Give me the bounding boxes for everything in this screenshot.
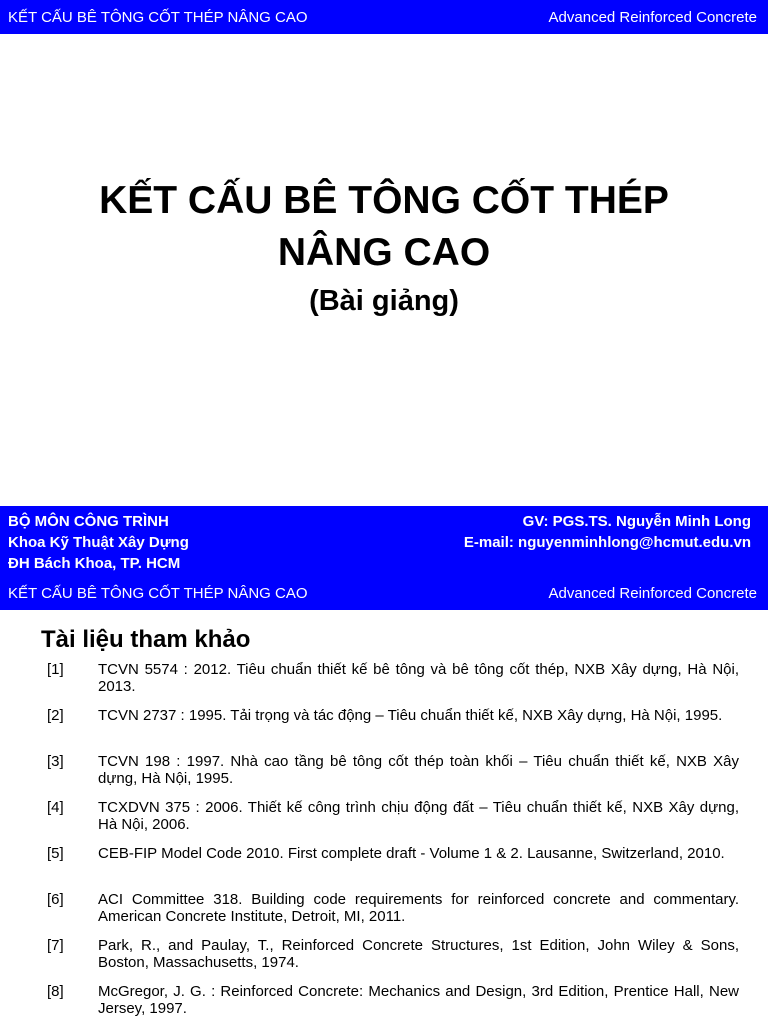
reference-number: [4] <box>47 799 64 816</box>
header2-course-title: KẾT CẤU BÊ TÔNG CỐT THÉP NÂNG CAO <box>8 584 308 602</box>
reference-text: ACI Committee 318. Building code requirements for reinforced concrete and commentary. American Concrete Institute, Detroit, MI, 2011. <box>98 891 739 925</box>
top-header-bar <box>0 0 768 34</box>
faculty-name: Khoa Kỹ Thuật Xây Dựng <box>8 534 189 551</box>
lecturer-info <box>464 511 751 553</box>
reference-text: TCXDVN 375 : 2006. Thiết kế công trình chịu động đất – Tiêu chuẩn thiết kế, NXB Xây dựng, Hà Nội, 2006. <box>98 799 739 833</box>
institution-info <box>8 511 189 574</box>
reference-item <box>0 846 768 892</box>
header2-course-title-english: Advanced Reinforced Concrete <box>548 584 757 602</box>
university-name: ĐH Bách Khoa, TP. HCM <box>8 555 181 572</box>
reference-item <box>0 892 768 938</box>
reference-number: [8] <box>47 983 64 1000</box>
page-title-line-1: KẾT CẤU BÊ TÔNG CỐT THÉP <box>99 179 669 222</box>
reference-number: [2] <box>47 707 64 724</box>
reference-number: [5] <box>47 845 64 862</box>
reference-text: TCVN 5574 : 2012. Tiêu chuẩn thiết kế bê tông và bê tông cốt thép, NXB Xây dựng, Hà Nội, 2013. <box>98 661 739 695</box>
header-course-title: KẾT CẤU BÊ TÔNG CỐT THÉP NÂNG CAO <box>8 8 308 26</box>
reference-item <box>0 662 768 708</box>
title-block <box>0 175 768 323</box>
department-name: BỘ MÔN CÔNG TRÌNH <box>8 513 169 530</box>
references-title: Tài liệu tham khảo <box>41 626 251 653</box>
reference-item <box>0 708 768 754</box>
reference-item <box>0 754 768 800</box>
reference-item <box>0 984 768 1024</box>
header-course-title-english: Advanced Reinforced Concrete <box>548 8 757 26</box>
reference-number: [7] <box>47 937 64 954</box>
page-subtitle: (Bài giảng) <box>309 285 459 317</box>
second-header-bar <box>0 576 768 610</box>
lecturer-email: E-mail: nguyenminhlong@hcmut.edu.vn <box>463 534 751 551</box>
reference-item <box>0 800 768 846</box>
reference-number: [3] <box>47 753 64 770</box>
page-title-line-2: NÂNG CAO <box>277 231 491 274</box>
reference-list <box>0 662 768 1024</box>
reference-text: Park, R., and Paulay, T., Reinforced Concrete Structures, 1st Edition, John Wiley & Sons, Boston, Massachusetts, 1974. <box>98 937 739 971</box>
reference-item <box>0 938 768 984</box>
lecturer-name: GV: PGS.TS. Nguyễn Minh Long <box>522 513 751 530</box>
reference-text: TCVN 198 : 1997. Nhà cao tầng bê tông cốt thép toàn khối – Tiêu chuẩn thiết kế, NXB Xây dựng, Hà Nội, 1995. <box>98 753 739 787</box>
reference-number: [1] <box>47 661 64 678</box>
reference-text: McGregor, J. G. : Reinforced Concrete: Mechanics and Design, 3rd Edition, Prentice Hall, New Jersey, 1997. <box>98 983 739 1017</box>
reference-text: TCVN 2737 : 1995. Tải trọng và tác động – Tiêu chuẩn thiết kế, NXB Xây dựng, Hà Nội, 1995. <box>98 707 723 724</box>
info-bar <box>0 506 768 576</box>
reference-text: CEB-FIP Model Code 2010. First complete draft - Volume 1 & 2. Lausanne, Switzerland, 2010. <box>98 845 725 862</box>
reference-number: [6] <box>47 891 64 908</box>
